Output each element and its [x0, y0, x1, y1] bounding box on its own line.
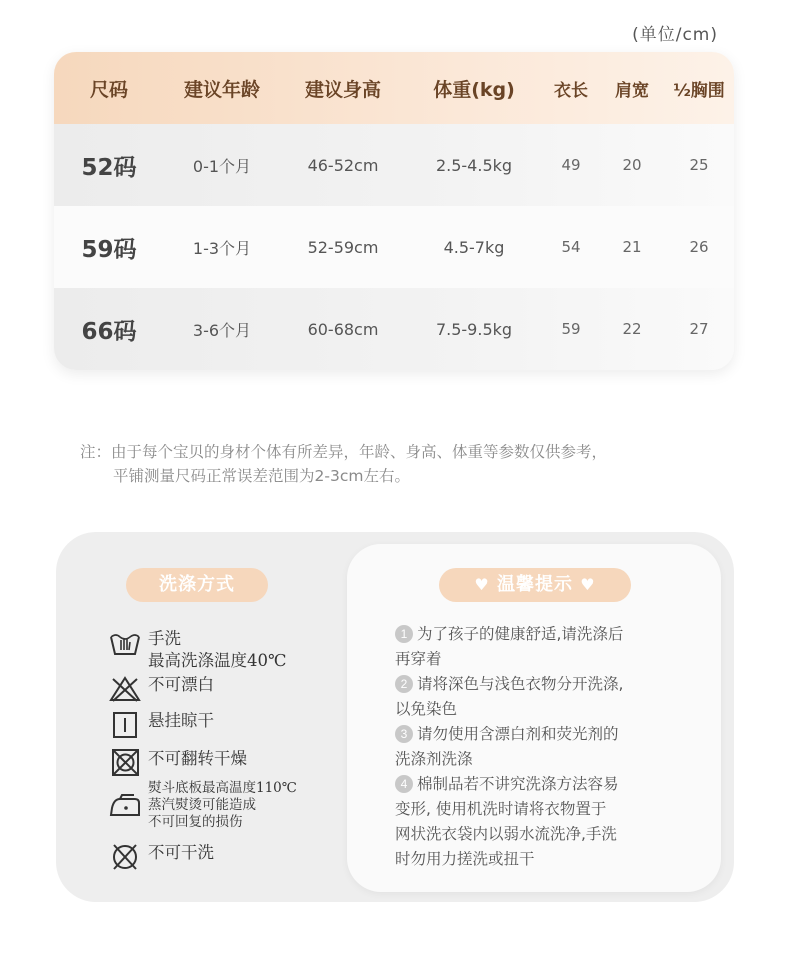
note-line: 注：由于每个宝贝的身材个体有所差异，年龄、身高、体重等参数仅供参考，	[80, 443, 608, 461]
tip-text: 变形, 使用机洗时请将衣物置于	[395, 800, 607, 818]
header-age: 建议年龄	[183, 78, 260, 101]
header-weight: 体重(kg)	[433, 78, 515, 101]
cell-shoulder: 22	[622, 320, 642, 338]
size-table	[54, 52, 734, 370]
note-line: 平铺测量尺码正常误差范围为2-3cm左右。	[113, 467, 410, 485]
tip-number-badge: 1	[395, 625, 413, 643]
tip-text: 以免染色	[395, 700, 458, 718]
care-text: 悬挂晾干	[148, 711, 214, 730]
cell-weight: 4.5-7kg	[443, 237, 505, 257]
unit-label: (单位/cm)	[632, 25, 718, 45]
list-item	[395, 722, 695, 772]
care-text: 不可漂白	[148, 675, 214, 694]
header-chest: ½胸围	[673, 80, 725, 101]
cell-height: 46-52cm	[307, 155, 379, 175]
tip-number-badge: 3	[395, 725, 413, 743]
care-panel	[56, 532, 734, 902]
iron-icon	[108, 790, 142, 820]
cell-length: 49	[561, 156, 581, 174]
tip-text: 为了孩子的健康舒适,请洗涤后	[417, 625, 624, 643]
size-note	[80, 440, 740, 488]
header-shoulder: 肩宽	[615, 80, 649, 101]
care-text: 蒸汽熨烫可能造成	[148, 797, 256, 813]
no-bleach-icon	[108, 674, 142, 704]
tips-title: 温馨提示	[497, 574, 573, 595]
list-item	[108, 780, 297, 831]
header-length: 衣长	[554, 80, 588, 101]
cell-size: 52码	[81, 154, 137, 181]
list-item	[108, 710, 214, 740]
list-item	[395, 772, 695, 872]
cell-length: 59	[561, 320, 581, 338]
tip-text: 棉制品若不讲究洗涤方法容易	[417, 775, 619, 793]
cell-chest: 27	[689, 320, 709, 338]
heart-icon: ♥	[580, 575, 596, 594]
hang-dry-icon	[108, 710, 142, 740]
tip-text: 请将深色与浅色衣物分开洗涤,	[417, 675, 624, 693]
care-text: 手洗	[148, 629, 181, 648]
list-item	[108, 674, 214, 704]
list-item	[108, 628, 286, 672]
tip-number-badge: 4	[395, 775, 413, 793]
cell-age: 3-6个月	[192, 320, 252, 340]
list-item	[395, 622, 695, 672]
cell-chest: 25	[689, 156, 709, 174]
tips-list	[395, 622, 695, 872]
heart-icon: ♥	[474, 575, 490, 594]
cell-age: 0-1个月	[192, 156, 252, 176]
table-row	[54, 124, 734, 206]
no-tumble-dry-icon	[108, 748, 142, 778]
care-text: 不可翻转干燥	[148, 749, 247, 768]
tip-text: 请勿使用含漂白剂和荧光剂的	[417, 725, 619, 743]
wash-title: 洗涤方式	[126, 568, 268, 602]
list-item	[108, 842, 214, 872]
cell-shoulder: 20	[622, 156, 642, 174]
tip-text: 洗涤剂洗涤	[395, 750, 473, 768]
cell-height: 60-68cm	[307, 319, 379, 339]
care-text: 不可回复的损伤	[148, 814, 243, 830]
tips-card	[347, 544, 721, 892]
tip-text: 时勿用力搓洗或扭干	[395, 850, 535, 868]
care-text: 熨斗底板最高温度110℃	[148, 780, 297, 796]
tip-text: 网状洗衣袋内以弱水流洗净,手洗	[395, 825, 617, 843]
cell-length: 54	[561, 238, 581, 256]
table-row	[54, 206, 734, 288]
cell-shoulder: 21	[622, 238, 642, 256]
care-text: 不可干洗	[148, 843, 214, 862]
tips-title-pill	[439, 568, 631, 602]
cell-height: 52-59cm	[307, 237, 379, 257]
hand-wash-icon	[108, 628, 142, 658]
cell-size: 66码	[81, 318, 137, 345]
no-dry-clean-icon	[108, 842, 142, 872]
cell-weight: 2.5-4.5kg	[435, 155, 513, 175]
list-item	[108, 748, 247, 778]
header-size: 尺码	[89, 78, 128, 101]
cell-chest: 26	[689, 238, 709, 256]
table-row	[54, 288, 734, 370]
list-item	[395, 672, 695, 722]
cell-age: 1-3个月	[192, 238, 252, 258]
header-height: 建议身高	[304, 78, 381, 101]
size-table-header	[54, 52, 734, 124]
care-text: 最高洗涤温度40℃	[148, 651, 287, 670]
cell-size: 59码	[81, 236, 137, 263]
tip-text: 再穿着	[395, 650, 442, 668]
tip-number-badge: 2	[395, 675, 413, 693]
cell-weight: 7.5-9.5kg	[435, 319, 513, 339]
